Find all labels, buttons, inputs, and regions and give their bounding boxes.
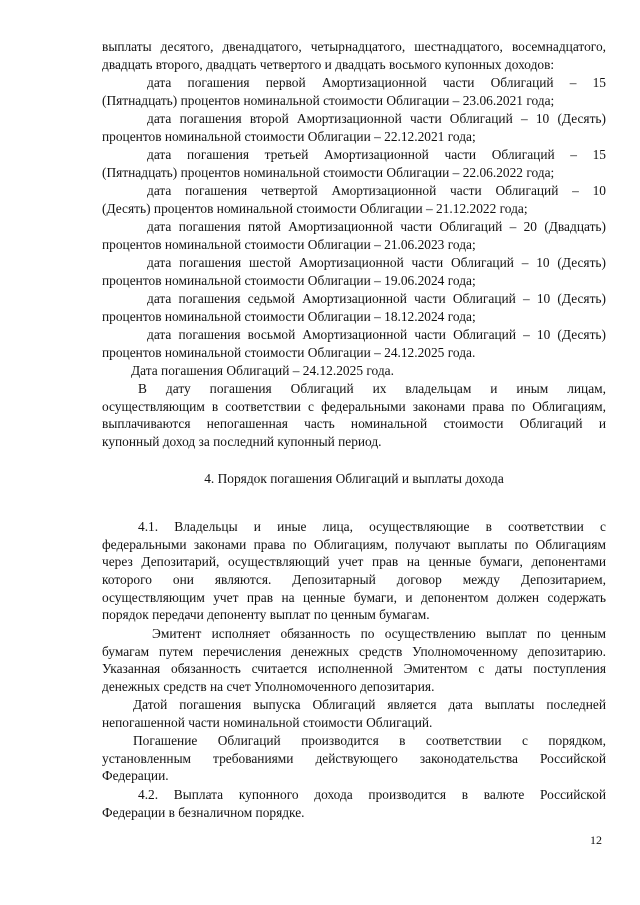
redemption-paragraph: [102, 732, 606, 785]
text-line: (Пятнадцать) процентов номинальной стоимости Облигации – 23.06.2021 года;: [102, 92, 555, 108]
text-line: выплачиваются непогашенная часть номинальной стоимости Облигаций и: [102, 416, 606, 432]
text-line: установленным требованиями действующего законодательства Российской: [102, 750, 606, 766]
text-line: непогашенной части номинальной стоимости Облигаций.: [102, 714, 433, 730]
text-line: купонный доход за последний купонный период.: [102, 434, 382, 450]
text-line: 4.2. Выплата купонного дохода производится в валюте Российской: [138, 787, 606, 802]
text-line: процентов номинальной стоимости Облигации – 22.12.2021 года;: [102, 128, 476, 144]
maturity-definition-paragraph: [102, 696, 606, 731]
intro-paragraph: [102, 38, 606, 73]
text-line: которого они являются. Депозитарный договор между Депозитарием,: [102, 572, 606, 588]
amortization-item-5: [102, 218, 606, 253]
amortization-item-3: [102, 146, 606, 181]
amortization-item-2: [102, 110, 606, 145]
text-line: процентов номинальной стоимости Облигации – 21.06.2023 года;: [102, 236, 476, 252]
text-line: процентов номинальной стоимости Облигации – 19.06.2024 года;: [102, 272, 476, 288]
text-line: Погашение Облигаций производится в соответствии с порядком,: [133, 733, 606, 748]
text-line: процентов номинальной стоимости Облигации – 24.12.2025 года.: [102, 344, 476, 360]
text-line: (Десять) процентов номинальной стоимости Облигации – 21.12.2022 года;: [102, 200, 528, 216]
text-line: двадцать второго, двадцать четвертого и двадцать восьмого купонных доходов:: [102, 56, 555, 72]
text-line: дата погашения второй Амортизационной части Облигаций – 10 (Десять): [147, 111, 606, 126]
text-line: порядок передачи депоненту выплат по ценным бумагам.: [102, 607, 430, 623]
paragraph-4-2: [102, 786, 606, 821]
maturity-paragraph: [102, 380, 606, 451]
text-line: Дата погашения Облигаций – 24.12.2025 года.: [131, 363, 394, 378]
text-line: через Депозитарий, осуществляющий учет прав на ценные бумаги, депонентами: [102, 554, 606, 570]
text-line: выплаты десятого, двенадцатого, четырнадцатого, шестнадцатого, восемнадцатого,: [102, 39, 606, 54]
text-line: (Пятнадцать) процентов номинальной стоимости Облигации – 22.06.2022 года;: [102, 164, 555, 180]
text-line: дата погашения четвертой Амортизационной части Облигаций – 10: [147, 183, 606, 198]
text-line: денежных средств на счет Уполномоченного депозитария.: [102, 679, 435, 695]
text-line: Датой погашения выпуска Облигаций является дата выплаты последней: [133, 697, 606, 712]
amortization-item-7: [102, 290, 606, 325]
text-line: 4.1. Владельцы и иные лица, осуществляющие в соответствии с: [138, 519, 606, 534]
text-line: дата погашения шестой Амортизационной части Облигаций – 10 (Десять): [147, 255, 606, 270]
section-heading: 4. Порядок погашения Облигаций и выплаты дохода: [204, 471, 504, 486]
page-number: 12: [590, 833, 602, 847]
text-line: В дату погашения Облигаций их владельцам и иным лицам,: [138, 381, 606, 396]
amortization-item-1: [102, 74, 606, 109]
paragraph-4-1: [102, 518, 606, 624]
text-line: бумагам путем перечисления денежных средств Уполномоченному депозитарию.: [102, 643, 606, 659]
text-line: Эмитент исполняет обязанность по осуществлению выплат по ценным: [152, 626, 606, 641]
amortization-item-4: [102, 182, 606, 217]
issuer-obligation-paragraph: [102, 625, 606, 696]
text-line: дата погашения третьей Амортизационной части Облигаций – 15: [147, 147, 606, 162]
text-line: Федерации в безналичном порядке.: [102, 804, 305, 820]
text-line: дата погашения первой Амортизационной части Облигаций – 15: [147, 75, 606, 90]
text-line: Федерации.: [102, 768, 169, 784]
text-line: процентов номинальной стоимости Облигации – 18.12.2024 года;: [102, 308, 476, 324]
amortization-item-6: [102, 254, 606, 289]
text-line: осуществляющим в соответствии с федеральными законами права по Облигациям,: [102, 398, 606, 414]
text-line: дата погашения восьмой Амортизационной части Облигаций – 10 (Десять): [147, 327, 606, 342]
maturity-date-line: [102, 362, 606, 380]
text-line: дата погашения пятой Амортизационной части Облигаций – 20 (Двадцать): [147, 219, 606, 234]
text-line: Указанная обязанность считается исполненной Эмитентом с даты поступления: [102, 661, 606, 677]
text-line: федеральными законами права по Облигациям, получают выплаты по Облигациям: [102, 536, 606, 552]
text-line: осуществляющим учет прав на ценные бумаги, и депонентом должен содержать: [102, 589, 606, 605]
text-line: дата погашения седьмой Амортизационной части Облигаций – 10 (Десять): [147, 291, 606, 306]
amortization-item-8: [102, 326, 606, 361]
